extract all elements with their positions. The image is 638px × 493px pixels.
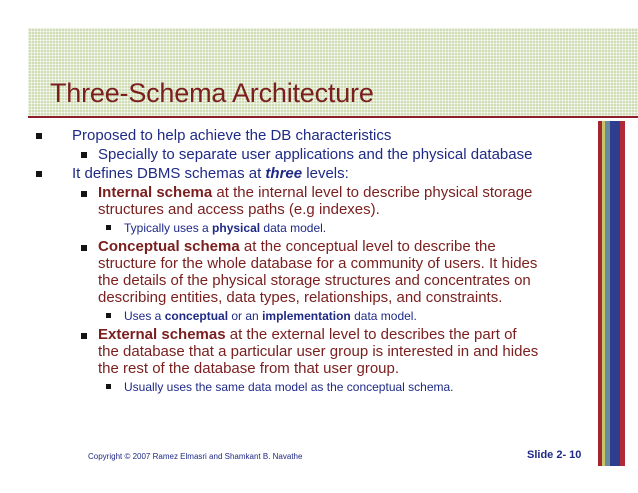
bullet-text: data model. [350, 309, 417, 323]
slide-content [0, 126, 590, 396]
bullet-text: Uses a [124, 309, 165, 323]
bullet-internal-schema [0, 184, 590, 201]
bullet-external-schemas [0, 326, 590, 343]
bullet-text: levels: [302, 165, 349, 182]
bullet-external-sub [0, 378, 590, 396]
emphasis-implementation: implementation [262, 309, 351, 323]
bullet-marker [106, 313, 111, 318]
external-line-3: the rest of the database from that user group. [98, 360, 400, 377]
side-bar-4 [610, 121, 620, 466]
emphasis-conceptual: conceptual [164, 309, 229, 323]
emphasis-three: three [265, 165, 303, 182]
bullet-marker [36, 133, 42, 139]
bullet-marker [106, 225, 111, 230]
bullet-proposed [0, 126, 590, 145]
bullet-text: Proposed to help achieve the DB characteristics [72, 127, 392, 144]
bullet-marker [81, 152, 87, 158]
bullet-marker [36, 171, 42, 177]
bullet-marker [81, 191, 87, 197]
footer-copyright: Copyright © 2007 Ramez Elmasri and Shamkant B. Navathe [88, 452, 303, 461]
slide-title: Three-Schema Architecture [50, 78, 374, 108]
bullet-defines [0, 164, 590, 183]
bullet-marker [81, 333, 87, 339]
bullet-internal-sub [0, 219, 590, 237]
term-conceptual-schema: Conceptual schema [98, 238, 240, 255]
bullet-text: Usually uses the same data model as the conceptual schema. [124, 380, 454, 394]
term-internal-schema: Internal schema [98, 184, 213, 201]
emphasis-physical: physical [212, 221, 261, 235]
bullet-text: at the conceptual level to describe the [239, 238, 496, 255]
external-line-2: the database that a particular user group is interested in and hides [98, 343, 539, 360]
bullet-text: Typically uses a [124, 221, 213, 235]
bullet-text: It defines DBMS schemas at [72, 165, 266, 182]
slide-number: Slide 2- 10 [527, 449, 582, 461]
term-external-schemas: External schemas [98, 326, 226, 343]
bullet-marker [106, 384, 111, 389]
bullet-text: at the external level to describes the part of [225, 326, 517, 343]
conceptual-line-2: structure for the whole database for a community of users. It hides [98, 255, 538, 272]
side-color-bars [598, 121, 625, 466]
conceptual-line-4: describing entities, data types, relationships, and constraints. [98, 289, 503, 306]
bullet-text: Specially to separate user applications and the physical database [98, 146, 533, 163]
title-rule [28, 116, 638, 118]
bullet-conceptual-schema [0, 238, 590, 255]
bullet-separate [0, 145, 590, 164]
side-bar-5 [620, 121, 625, 466]
conceptual-line-3: the details of the physical storage structures and concentrates on [98, 272, 531, 289]
internal-line-2: structures and access paths (e.g indexes). [98, 201, 380, 218]
bullet-marker [81, 245, 87, 251]
bullet-text: data model. [260, 221, 327, 235]
bullet-text: or an [228, 309, 263, 323]
bullet-text: at the internal level to describe physical storage [212, 184, 533, 201]
bullet-conceptual-sub [0, 307, 590, 325]
